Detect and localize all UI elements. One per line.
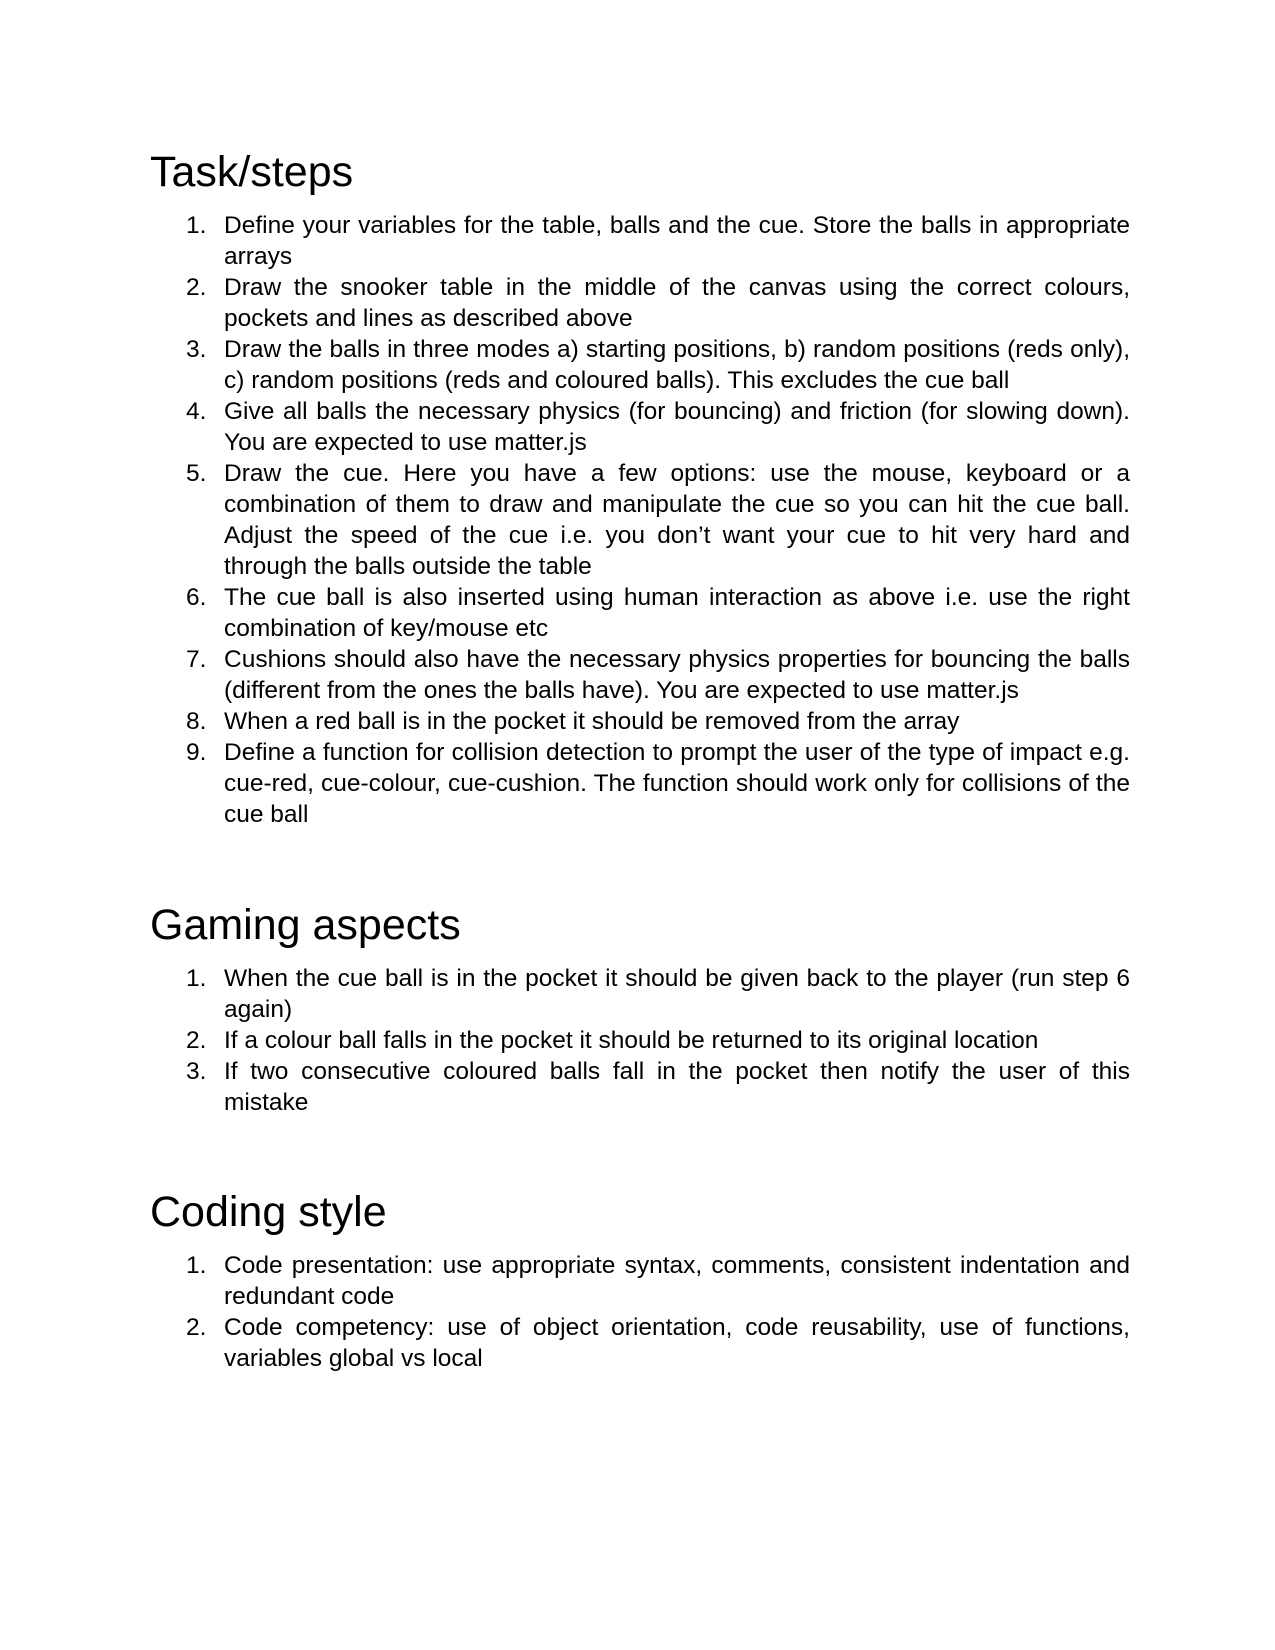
list-item-text: Draw the snooker table in the middle of the canvas using the correct colours, pockets and lines as described above [224, 274, 1130, 332]
list-item [150, 963, 1130, 1025]
list-item-text: Define your variables for the table, balls and the cue. Store the balls in appropriate arrays [224, 212, 1130, 270]
list-item [150, 272, 1130, 334]
list-item-text: Draw the balls in three modes a) starting positions, b) random positions (reds only), c) random positions (reds and coloured balls). This excludes the cue ball [224, 336, 1130, 394]
list-item [150, 396, 1130, 458]
numbered-list [150, 1250, 1130, 1374]
numbered-list [150, 210, 1130, 830]
list-item-text: The cue ball is also inserted using human interaction as above i.e. use the right combination of key/mouse etc [224, 584, 1130, 642]
section-heading: Task/steps [150, 148, 354, 196]
list-item-text: When the cue ball is in the pocket it should be given back to the player (run step 6 again) [224, 965, 1130, 1023]
list-item-text: Give all balls the necessary physics (for bouncing) and friction (for slowing down). You are expected to use matter.js [224, 398, 1130, 456]
list-item-text: Cushions should also have the necessary physics properties for bouncing the balls (different from the ones the balls have). You are expected to use matter.js [224, 646, 1130, 704]
list-item [150, 1056, 1130, 1118]
list-item-text: If two consecutive coloured balls fall in the pocket then notify the user of this mistake [224, 1058, 1130, 1116]
list-item-number: 1. [186, 1252, 207, 1279]
list-item-text: Define a function for collision detection to prompt the user of the type of impact e.g. cue-red, cue-colour, cue-cushion. The function should work only for collisions of the cue ball [224, 739, 1130, 828]
list-item-number: 5. [186, 460, 207, 487]
list-item-number: 1. [186, 965, 207, 992]
list-item [150, 210, 1130, 272]
list-item-number: 3. [186, 336, 207, 363]
list-item [150, 334, 1130, 396]
section-task-steps [150, 147, 1130, 830]
list-item-number: 3. [186, 1058, 207, 1085]
list-item [150, 458, 1130, 582]
list-item [150, 644, 1130, 706]
section-coding-style [150, 1187, 1130, 1374]
list-item [150, 582, 1130, 644]
list-item [150, 1312, 1130, 1374]
section-heading: Coding style [150, 1188, 387, 1236]
list-item [150, 706, 1130, 737]
list-item [150, 1250, 1130, 1312]
list-item-number: 8. [186, 708, 207, 735]
list-item-number: 7. [186, 646, 207, 673]
numbered-list [150, 963, 1130, 1118]
list-item-number: 4. [186, 398, 207, 425]
list-item-text: Code presentation: use appropriate syntax, comments, consistent indentation and redundant code [224, 1252, 1130, 1310]
section-heading: Gaming aspects [150, 901, 461, 949]
section-gaming-aspects [150, 900, 1130, 1118]
list-item [150, 1025, 1130, 1056]
list-item-text: Draw the cue. Here you have a few options: use the mouse, keyboard or a combination of them to draw and manipulate the cue so you can hit the cue ball. Adjust the speed of the cue i.e. you don’t want your cue to hit very hard and through the balls outside the table [224, 460, 1130, 580]
list-item-number: 2. [186, 1027, 207, 1054]
list-item-number: 2. [186, 274, 207, 301]
list-item [150, 737, 1130, 830]
list-item-number: 9. [186, 739, 207, 766]
list-item-number: 1. [186, 212, 207, 239]
list-item-text: When a red ball is in the pocket it should be removed from the array [224, 708, 960, 735]
list-item-number: 6. [186, 584, 207, 611]
list-item-text: If a colour ball falls in the pocket it should be returned to its original location [224, 1027, 1039, 1054]
list-item-text: Code competency: use of object orientation, code reusability, use of functions, variables global vs local [224, 1314, 1130, 1372]
list-item-number: 2. [186, 1314, 207, 1341]
